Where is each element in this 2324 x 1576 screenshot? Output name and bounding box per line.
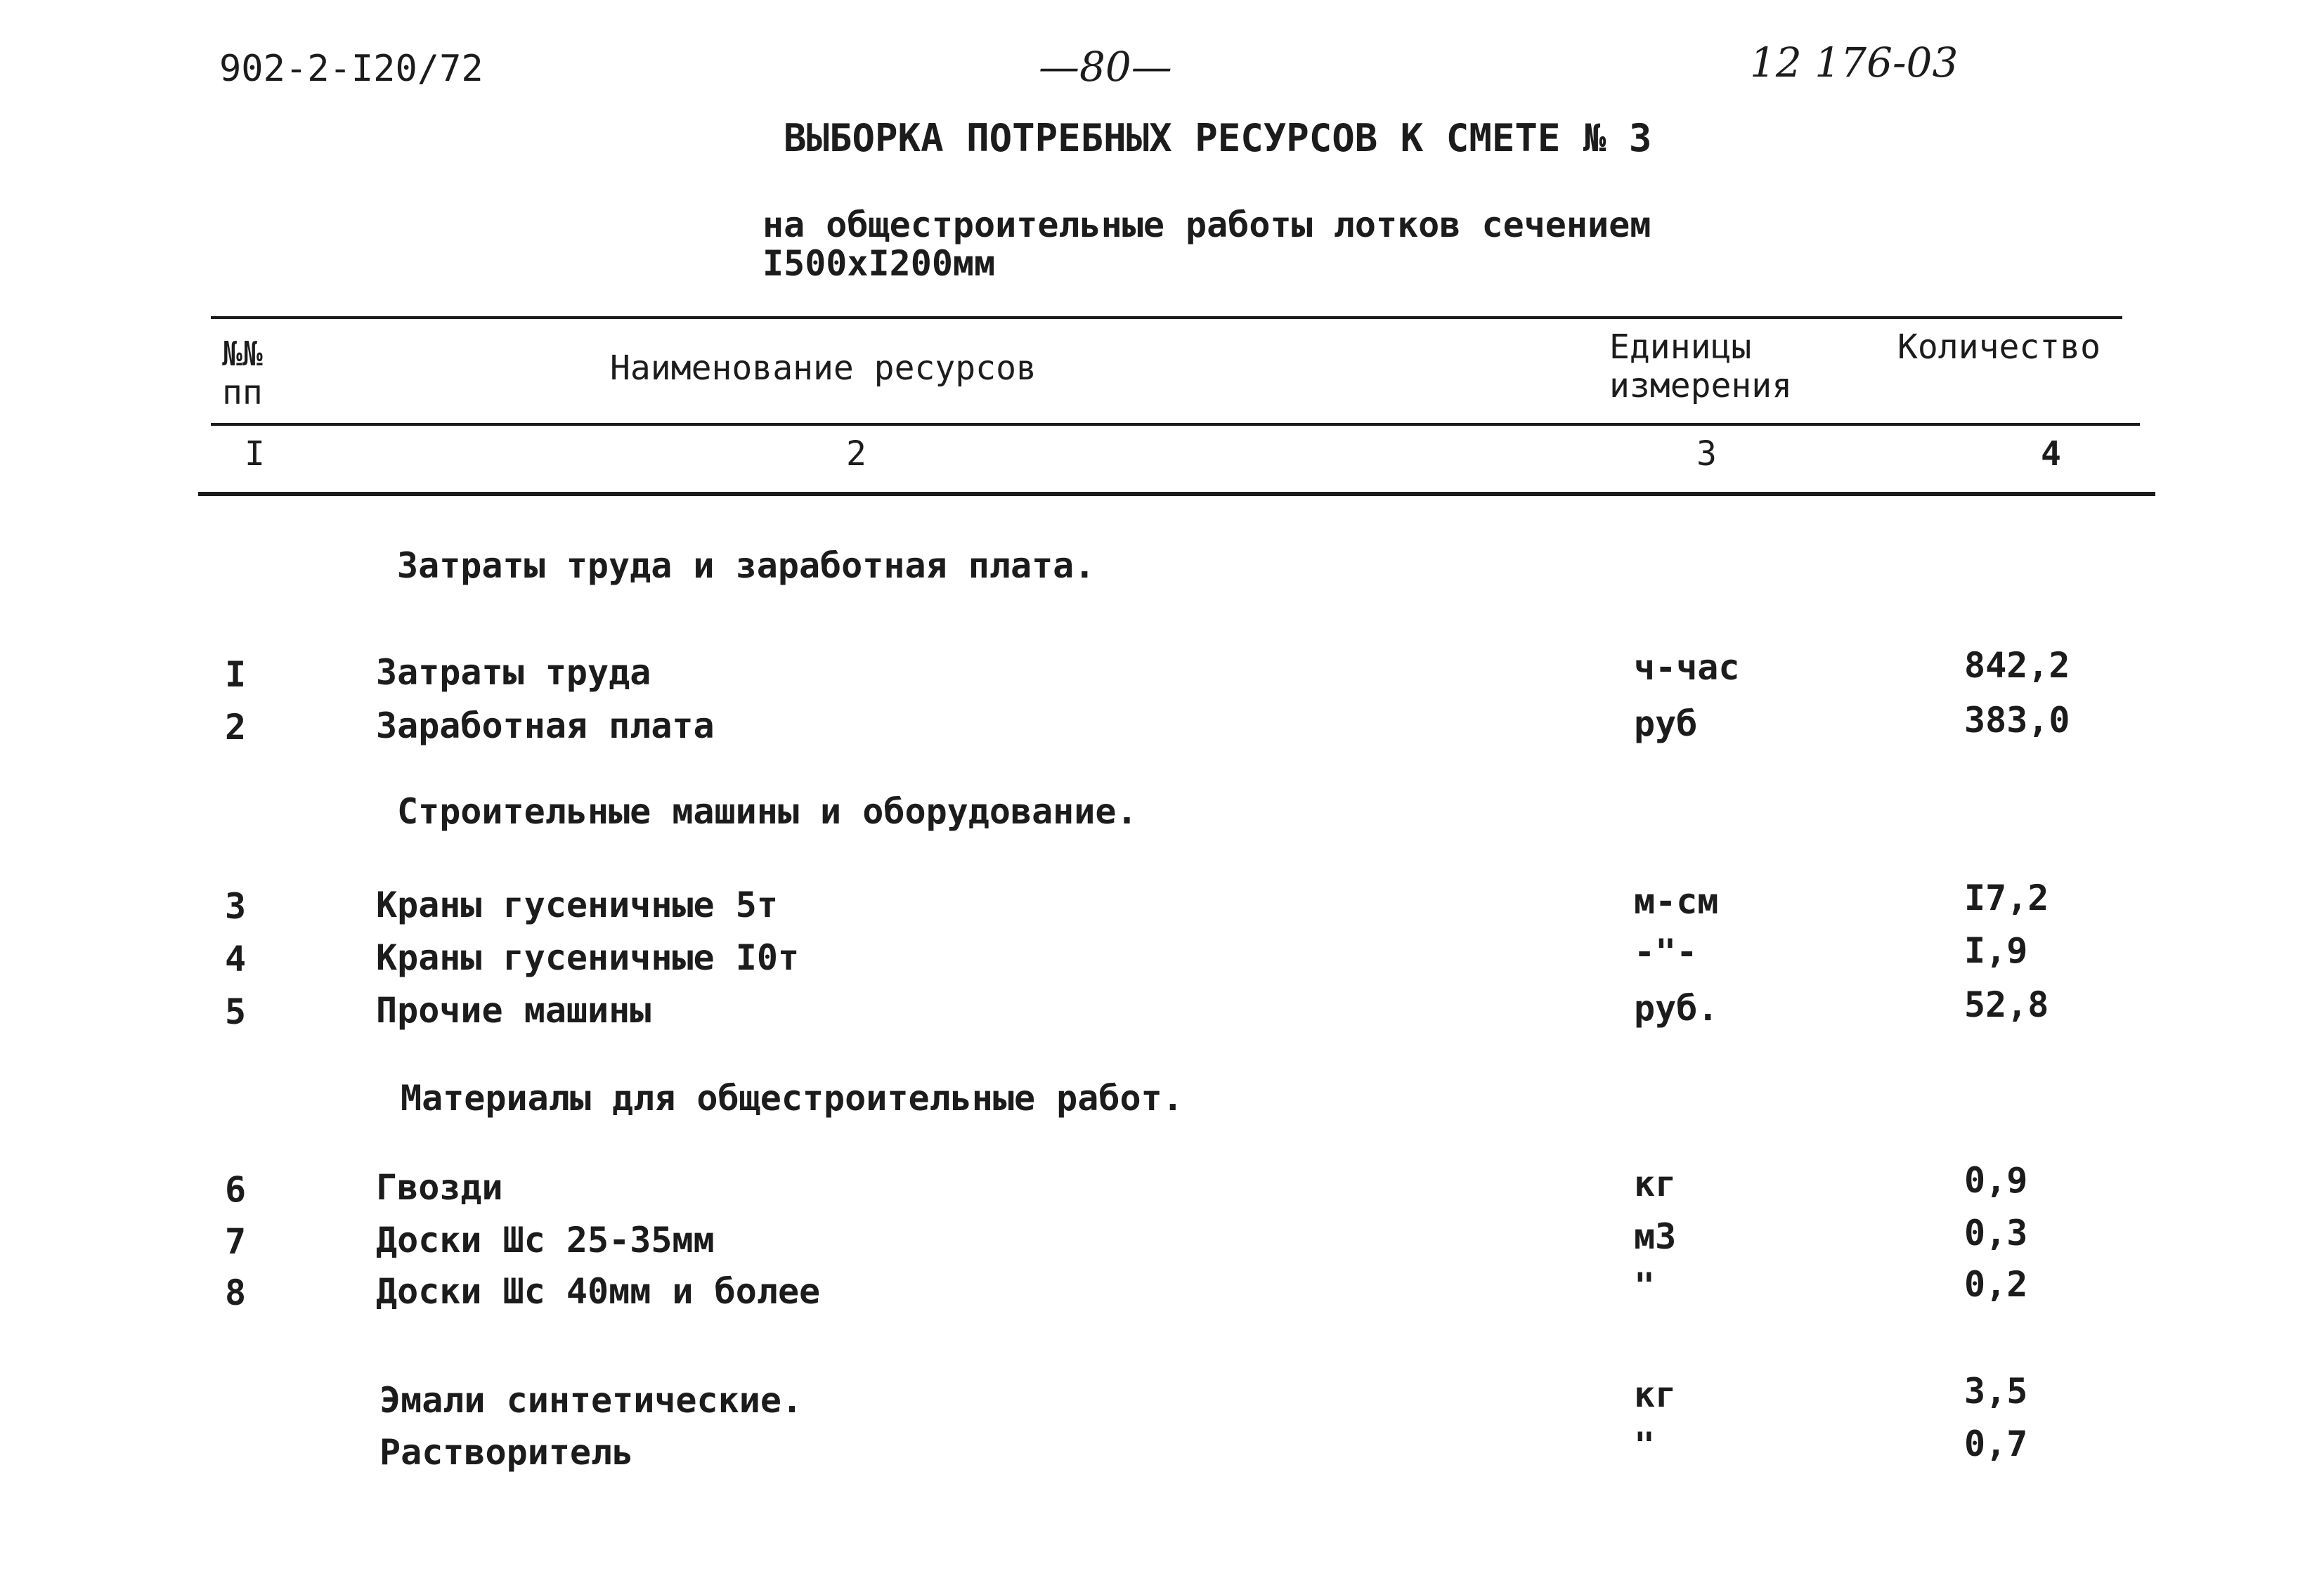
row-unit: кг (1634, 1374, 1677, 1415)
row-number: 3 (225, 886, 247, 927)
row-unit: -"- (1634, 932, 1698, 972)
row-number: 7 (225, 1221, 247, 1262)
column-header-name: Наименование ресурсов (610, 349, 1037, 388)
row-quantity: 0,7 (1964, 1424, 2028, 1464)
row-name: Заработная плата (376, 705, 715, 746)
row-number: 5 (225, 991, 247, 1032)
header-separator-rule (211, 423, 2140, 426)
row-name: Краны гусеничные 5т (376, 885, 778, 925)
row-quantity: 3,5 (1964, 1371, 2028, 1412)
row-name: Затраты труда (376, 652, 651, 693)
row-quantity: 842,2 (1964, 645, 2070, 686)
row-name: Доски Шс 40мм и более (376, 1271, 821, 1312)
column-header-unit-line-1: Единицы (1609, 327, 1752, 367)
row-name: Краны гусеничные I0т (376, 937, 800, 978)
column-number-3: 3 (1696, 434, 1717, 474)
row-unit: м-см (1634, 881, 1719, 922)
row-number: 2 (225, 707, 247, 748)
column-header-num-line-2: пп (222, 373, 263, 412)
section-heading-labor: Затраты труда и заработная плата. (397, 545, 1096, 586)
section-heading-machines: Строительные машины и оборудование. (397, 791, 1138, 832)
row-name: Растворитель (379, 1432, 634, 1473)
row-quantity: I,9 (1964, 930, 2028, 971)
row-unit: м3 (1634, 1216, 1677, 1257)
section-heading-materials: Материалы для общестроительные работ. (401, 1078, 1183, 1119)
row-number: 4 (225, 939, 247, 979)
row-name: Эмали синтетические. (379, 1380, 803, 1421)
row-quantity: 0,9 (1964, 1160, 2028, 1201)
row-unit: " (1634, 1265, 1656, 1306)
row-number: 8 (225, 1272, 247, 1313)
column-header-unit-line-2: измерения (1609, 366, 1793, 405)
column-header-quantity: Количество (1897, 327, 2101, 367)
subtitle-line-2: I500хI200мм (762, 243, 996, 284)
row-quantity: I7,2 (1964, 878, 2049, 918)
row-quantity: 383,0 (1964, 700, 2070, 741)
row-unit: ч-час (1634, 647, 1740, 688)
page-number: —80— (1039, 43, 1172, 91)
column-header-num-line-1: №№ (222, 334, 263, 374)
row-unit: руб (1634, 703, 1698, 744)
row-number: 6 (225, 1169, 247, 1210)
row-unit: " (1634, 1425, 1656, 1466)
row-unit: кг (1634, 1164, 1677, 1204)
row-name: Гвозди (376, 1167, 503, 1208)
subtitle-line-1: на общестроительные работы лотков сечением (762, 204, 1651, 245)
archive-number: 12 176-03 (1750, 39, 1959, 86)
table-top-rule (211, 316, 2122, 319)
table-header-bottom-rule (198, 492, 2155, 496)
column-number-2: 2 (846, 434, 866, 474)
row-number: I (225, 654, 247, 695)
row-quantity: 0,2 (1964, 1264, 2028, 1305)
page-title: ВЫБОРКА ПОТРЕБНЫХ РЕСУРСОВ К СМЕТЕ № 3 (784, 116, 1652, 160)
row-quantity: 0,3 (1964, 1213, 2028, 1253)
row-name: Прочие машины (376, 990, 651, 1031)
row-name: Доски Шс 25-35мм (376, 1220, 715, 1261)
row-unit: руб. (1634, 988, 1719, 1029)
column-number-4: 4 (2041, 434, 2061, 474)
row-quantity: 52,8 (1964, 984, 2049, 1025)
document-code: 902-2-I20/72 (219, 48, 483, 90)
column-number-1: I (245, 434, 265, 474)
